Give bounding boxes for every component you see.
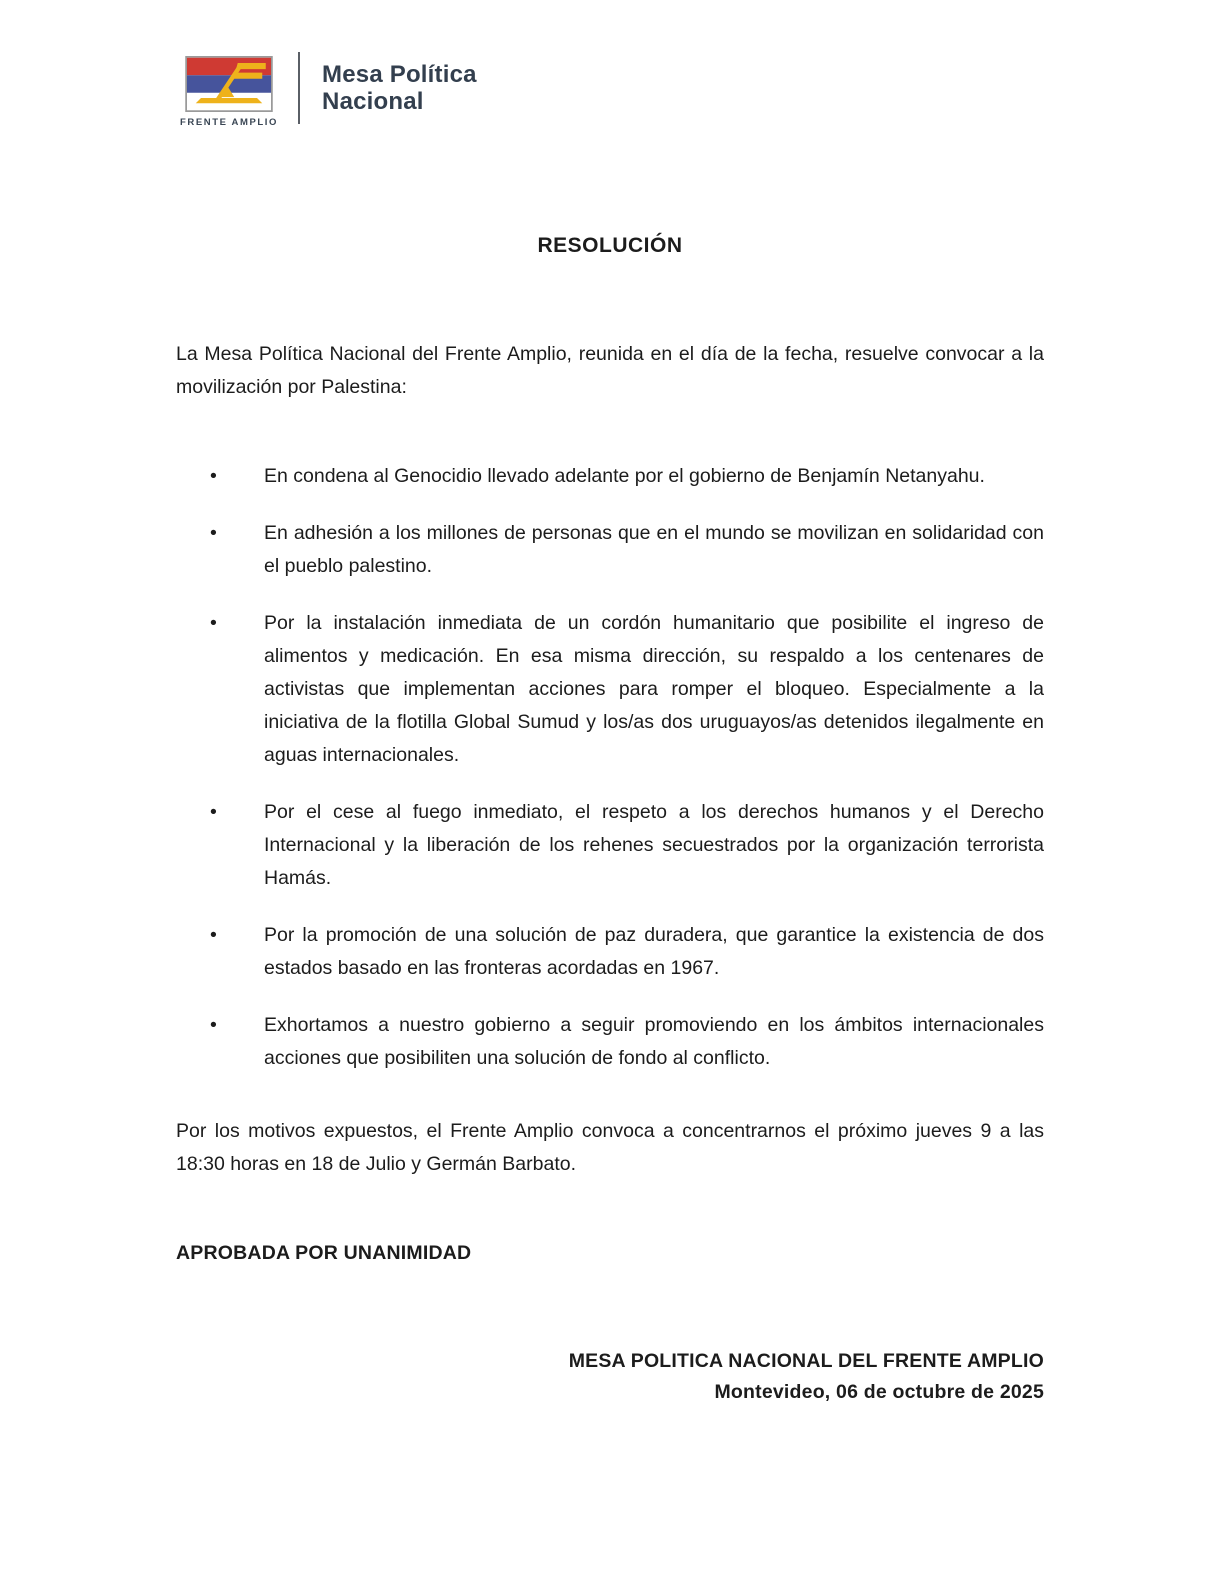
bullet-item [176,517,1044,583]
bullet-icon: • [210,522,217,544]
bullet-item [176,607,1044,772]
bullet-icon: • [210,465,217,487]
signature-org: MESA POLITICA NACIONAL DEL FRENTE AMPLIO [568,1350,1044,1372]
bullet-text: Exhortamos a nuestro gobierno a seguir promoviendo en los ámbitos internacionales acciones que posibiliten una solución de fondo al conflicto. [264,1014,1044,1069]
org-name: FRENTE AMPLIO [180,117,279,128]
document-body [0,338,1220,1408]
bullet-item [176,460,1044,493]
bullet-icon: • [210,801,217,823]
bullet-item [176,919,1044,985]
logo-divider [298,52,300,124]
bullet-icon: • [210,612,217,634]
bullet-text: Por el cese al fuego inmediato, el respeto a los derechos humanos y el Derecho Internacional y la liberación de los rehenes secuestrados por la organización terrorista Hamás. [264,801,1044,889]
approval-statement: APROBADA POR UNANIMIDAD [176,1242,472,1264]
document-title: RESOLUCIÓN [537,234,683,257]
unit-name [322,61,477,123]
unit-name-line1: Mesa Política [322,61,477,88]
bullet-text: En condena al Genocidio llevado adelante por el gobierno de Benjamín Netanyahu. [264,465,985,487]
frente-amplio-logo [180,56,278,128]
bullet-item [176,1009,1044,1075]
header-logo [180,52,1220,132]
signature-date: Montevideo, 06 de octubre de 2025 [714,1381,1044,1403]
resolution-bullet-list [176,460,1044,1075]
closing-paragraph: Por los motivos expuestos, el Frente Amplio convoca a concentrarnos el próximo jueves 9 a las 18:30 horas en 18 de Julio y Germán Barbato. [176,1120,1044,1175]
bullet-item [176,796,1044,895]
intro-paragraph: La Mesa Política Nacional del Frente Amplio, reunida en el día de la fecha, resuelve convocar a la movilización por Palestina: [176,343,1044,398]
bullet-icon: • [210,924,217,946]
frente-amplio-flag-icon [185,56,273,112]
bullet-text: En adhesión a los millones de personas que en el mundo se movilizan en solidaridad con el pueblo palestino. [264,522,1044,577]
bullet-icon: • [210,1014,217,1036]
signature-block [176,1346,1044,1408]
bullet-text: Por la instalación inmediata de un cordón humanitario que posibilite el ingreso de alimentos y medicación. En esa misma dirección, su respaldo a los centenares de activistas que implementan acciones para romper el bloqueo. Especialmente a la iniciativa de la flotilla Global Sumud y los/as dos uruguayos/as detenidos ilegalmente en aguas internacionales. [264,612,1044,766]
bullet-text: Por la promoción de una solución de paz duradera, que garantice la existencia de dos estados basado en las fronteras acordadas en 1967. [264,924,1044,979]
unit-name-line2: Nacional [322,88,424,115]
